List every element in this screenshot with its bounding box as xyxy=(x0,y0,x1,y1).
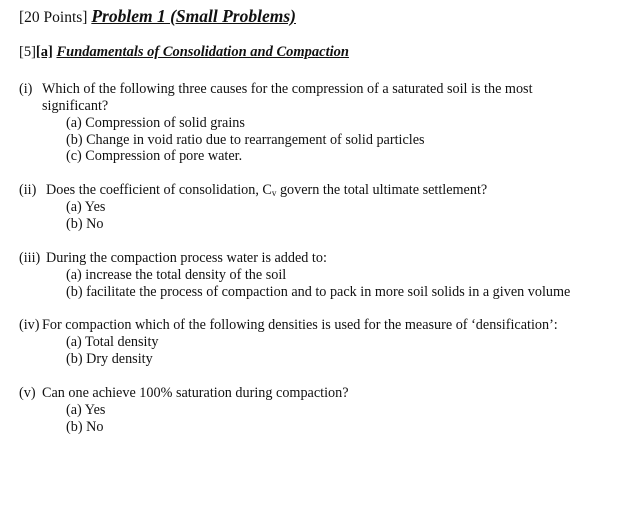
question-2-option-a: (a) Yes xyxy=(66,199,106,215)
question-1-continuation: significant? xyxy=(42,98,109,114)
question-number: (iii) xyxy=(19,250,41,266)
question-1-option-c: (c) Compression of pore water. xyxy=(66,148,243,164)
question-number: (ii) xyxy=(19,182,37,198)
question-4 xyxy=(19,317,558,334)
question-3 xyxy=(19,250,327,267)
question-1 xyxy=(19,81,533,98)
subscript-v: v xyxy=(271,188,277,198)
question-4-option-b: (b) Dry density xyxy=(66,351,153,367)
question-4-option-a: (a) Total density xyxy=(66,334,159,350)
section-heading xyxy=(19,43,349,62)
problem-title: Problem 1 (Small Problems) xyxy=(91,6,296,26)
question-3-option-a: (a) increase the total density of the soil xyxy=(66,267,287,283)
section-label: [a] xyxy=(35,44,53,60)
question-text: During the compaction process water is added to: xyxy=(46,250,327,266)
section-title: Fundamentals of Consolidation and Compaction xyxy=(56,44,349,60)
question-5 xyxy=(19,385,349,402)
question-5-option-b: (b) No xyxy=(66,419,104,435)
question-text: Can one achieve 100% saturation during compaction? xyxy=(42,385,349,401)
question-1-option-b: (b) Change in void ratio due to rearrangement of solid particles xyxy=(66,132,425,148)
question-number: (i) xyxy=(19,81,33,97)
section-weight: [5] xyxy=(19,44,36,60)
question-text-after: govern the total ultimate settlement? xyxy=(276,182,488,198)
question-1-option-a: (a) Compression of solid grains xyxy=(66,115,245,131)
question-2-option-b: (b) No xyxy=(66,216,104,232)
question-5-option-a: (a) Yes xyxy=(66,402,106,418)
problem-header xyxy=(19,6,296,28)
points-label: [20 Points] xyxy=(19,9,88,26)
question-text-before: Does the coefficient of consolidation, C xyxy=(46,182,272,198)
question-number: (v) xyxy=(19,385,36,401)
question-3-option-b: (b) facilitate the process of compaction and to pack in more soil solids in a given volume xyxy=(66,284,571,300)
question-number: (iv) xyxy=(19,317,40,333)
question-text: Which of the following three causes for the compression of a saturated soil is the most xyxy=(42,81,533,97)
question-text: For compaction which of the following densities is used for the measure of ‘densification’: xyxy=(42,317,558,333)
